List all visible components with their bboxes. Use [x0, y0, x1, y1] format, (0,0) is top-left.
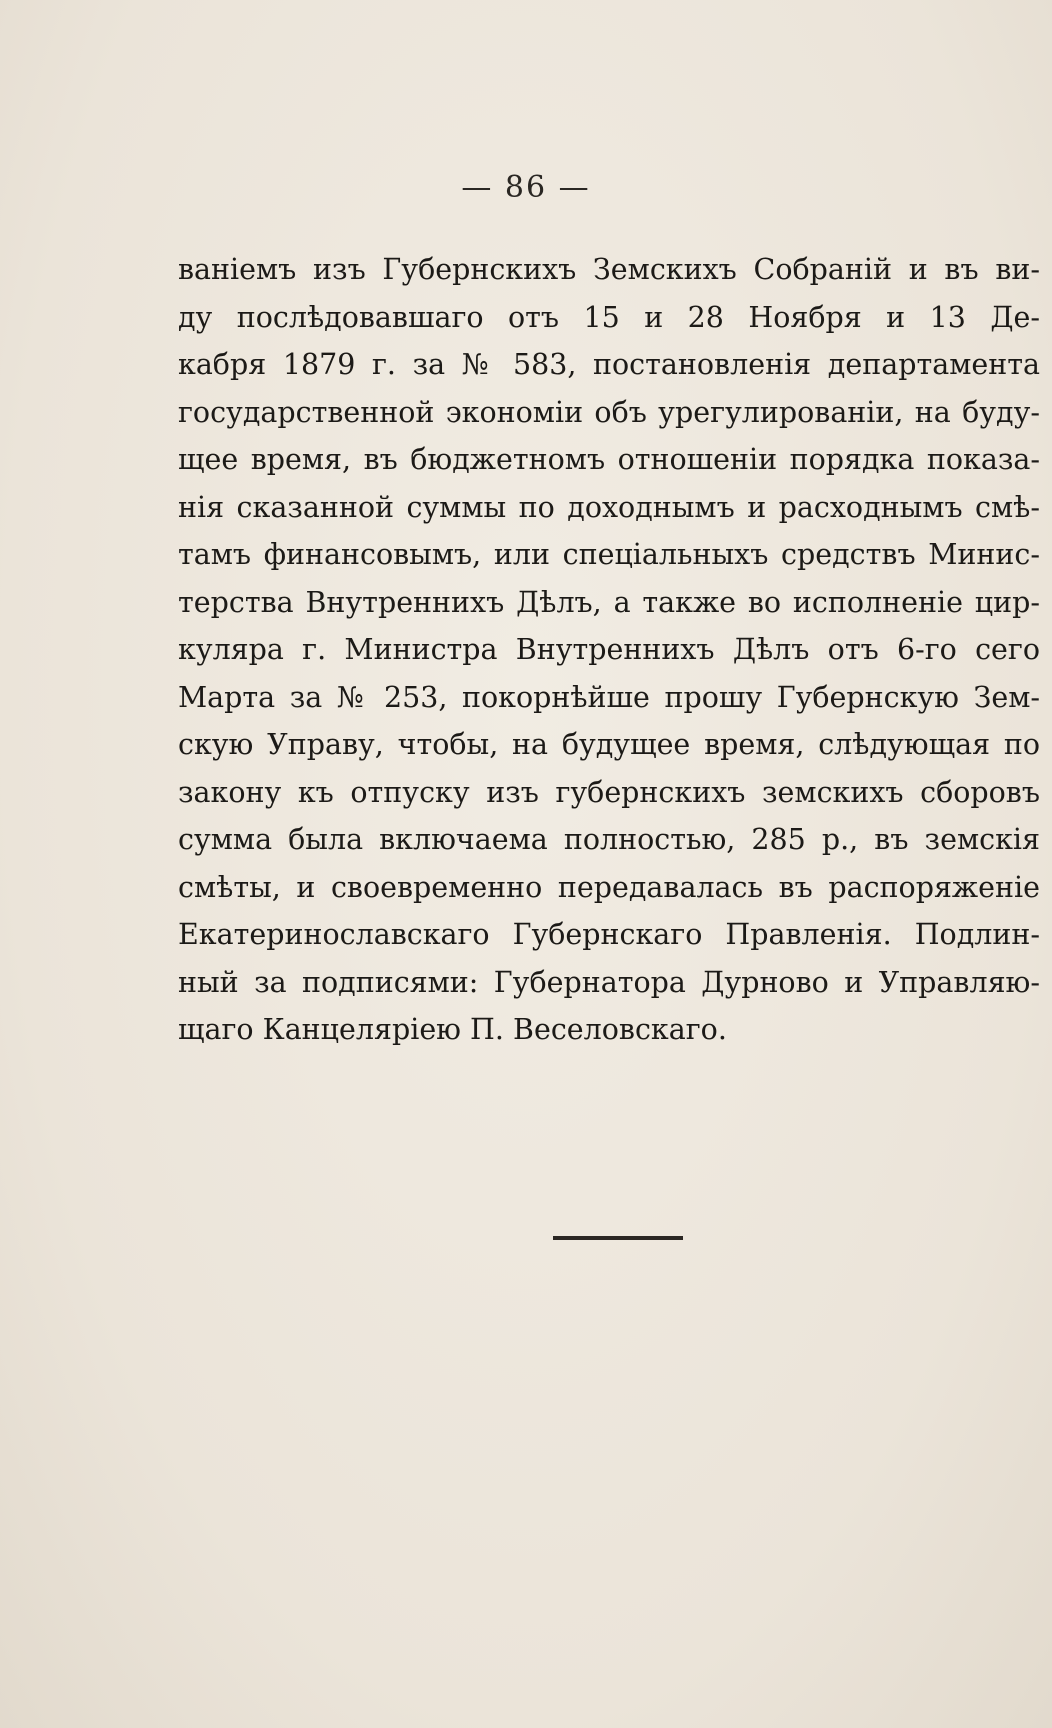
text-line: щее время, въ бюджетномъ отношеніи порядка показа- — [178, 443, 1040, 476]
text-line: Марта за № 253, покорнѣйше прошу Губернскую Зем- — [178, 680, 1040, 714]
text-line: сумма была включаема полностью, 285 р., въ земскія — [178, 823, 1040, 856]
text-line: государственной экономіи объ урегулированіи, на буду- — [178, 395, 1040, 429]
text-line: нія сказанной суммы по доходнымъ и расходнымъ смѣ- — [178, 490, 1040, 524]
body-text — [178, 246, 1040, 1054]
text-line: закону къ отпуску изъ губернскихъ земскихъ сборовъ — [178, 775, 1040, 809]
text-line: куляра г. Министра Внутреннихъ Дѣлъ отъ 6-го сего — [178, 633, 1040, 666]
section-divider — [553, 1236, 683, 1240]
text-line: кабря 1879 г. за № 583, постановленія департамента — [178, 348, 1040, 381]
text-line: ный за подписями: Губернатора Дурново и Управляю- — [178, 965, 1040, 999]
page-number: — 86 — — [461, 170, 591, 205]
text-line-last: щаго Канцеляріею П. Веселовскаго. — [178, 1013, 727, 1046]
text-line: тамъ финансовымъ, или спеціальныхъ средствъ Минис- — [178, 538, 1040, 571]
text-line: скую Управу, чтобы, на будущее время, слѣдующая по — [178, 728, 1040, 761]
text-line: ваніемъ изъ Губернскихъ Земскихъ Собраній и въ ви- — [178, 253, 1040, 286]
text-line: ду послѣдовавшаго отъ 15 и 28 Ноября и 13 Де- — [178, 300, 1040, 334]
text-line: Екатеринославскаго Губернскаго Правленія. Подлин- — [178, 918, 1040, 951]
text-line: терства Внутреннихъ Дѣлъ, а также во исполненіе цир- — [178, 585, 1040, 619]
text-line: смѣты, и своевременно передавалась въ распоряженіе — [178, 870, 1040, 904]
